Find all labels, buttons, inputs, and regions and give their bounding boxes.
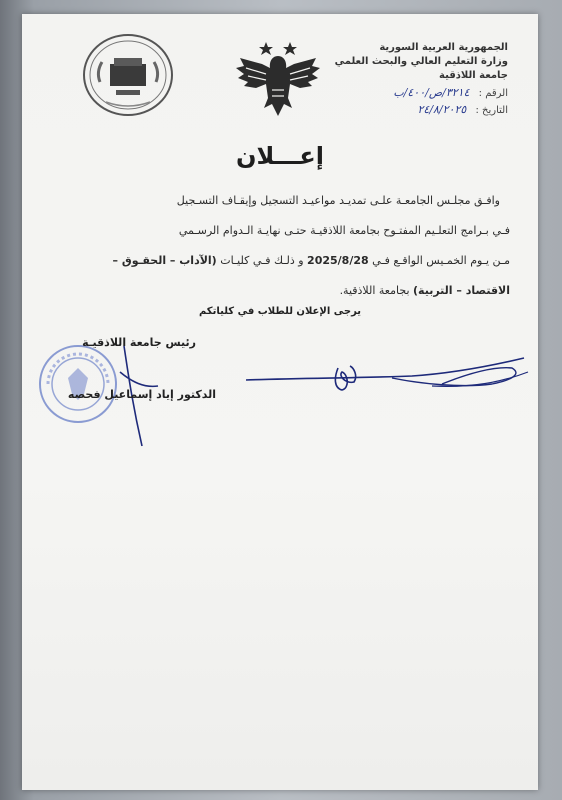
university-logo-icon: [80, 32, 176, 118]
handwritten-signature-icon: [242, 354, 534, 406]
body-line-2: فـي بـرامج التعلـيم المفتـوح بجامعة اللاذقيـة حتـى نهايـة الـدوام الرسـمي: [178, 224, 510, 237]
president-title: رئيس جامعة اللاذقيـة: [82, 336, 196, 349]
president-name: الدكتور إياد إسماعيل فحصه: [67, 388, 216, 401]
ref-number-label: الرقم :: [478, 88, 508, 99]
body-line-3-start: مـن يـوم الخمـيس الواقـع فـي: [372, 254, 510, 267]
announcement-title: إعـــلان: [236, 142, 324, 170]
header-republic: الجمهورية العربية السورية: [379, 42, 508, 53]
faculties-part-1: (الآداب – الحقـوق –: [112, 254, 217, 267]
body-line-3-mid: و ذلـك فـي كليـات: [220, 254, 304, 267]
eagle-emblem-icon: [232, 38, 324, 124]
header-university: جامعة اللاذقية: [439, 70, 508, 81]
header-ministry: وزارة التعليم العالي والبحث العلمي: [334, 56, 508, 67]
body-line-1: وافـق مجلـس الجامعـة علـى تمديـد مواعيـد التسجيل وإيقـاف التسـجيل: [176, 194, 500, 207]
body-line-4-rest: بجامعة اللاذقية.: [339, 284, 410, 297]
ref-date-row: [418, 103, 508, 116]
faculties-part-2: الاقتصاد – التربية): [413, 284, 510, 297]
body-line-3: [113, 254, 510, 267]
document-page: [22, 14, 538, 790]
deadline-date: 2025/8/28: [307, 254, 369, 267]
notice-line: يرجى الإعلان للطلاب في كلياتكم: [198, 306, 362, 317]
ref-number-value: ٣٢١٤/ص/٤٠٠/ب: [393, 86, 470, 99]
ref-date-label: التاريخ :: [475, 105, 508, 116]
ref-date-value: ٢٤/٨/٢٠٢٥: [417, 103, 467, 116]
body-line-4: [340, 284, 510, 297]
ref-number-row: [393, 86, 508, 99]
